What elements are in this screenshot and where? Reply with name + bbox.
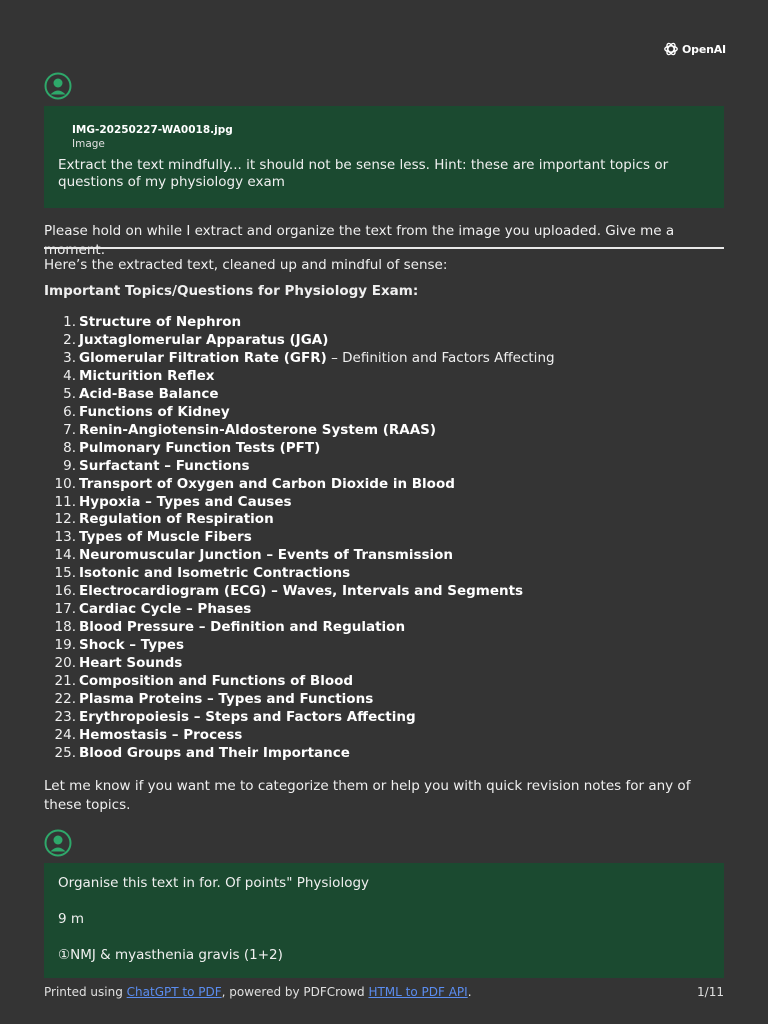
topic-title: Blood Pressure – Definition and Regulation bbox=[79, 619, 406, 636]
divider bbox=[44, 247, 724, 249]
topic-number: 23. bbox=[54, 708, 76, 725]
footer-prefix: Printed using bbox=[44, 985, 127, 999]
topic-item bbox=[44, 332, 724, 350]
topic-title: Types of Muscle Fibers bbox=[79, 529, 252, 546]
assistant-outro-text: Let me know if you want me to categorize them or help you with quick revision notes for any of these topics. bbox=[44, 778, 691, 813]
topic-number: 3. bbox=[63, 349, 76, 366]
topic-title: Electrocardiogram (ECG) – Waves, Intervals and Segments bbox=[79, 583, 524, 600]
topic-item bbox=[44, 386, 724, 404]
openai-logo-icon bbox=[663, 41, 679, 57]
topic-title: Heart Sounds bbox=[79, 655, 183, 672]
assistant-intro-text: Here’s the extracted text, cleaned up and mindful of sense: bbox=[44, 257, 448, 273]
topic-number: 19. bbox=[54, 637, 76, 654]
assistant-hold-text: Please hold on while I extract and organize the text from the image you uploaded. Give me a moment. bbox=[44, 223, 675, 258]
topic-number: 20. bbox=[54, 655, 76, 672]
topic-title: Composition and Functions of Blood bbox=[79, 673, 354, 690]
topic-title: Hemostasis – Process bbox=[79, 726, 243, 743]
user-avatar-icon bbox=[44, 72, 72, 100]
topic-title: Hypoxia – Types and Causes bbox=[79, 493, 292, 510]
topic-title: Juxtaglomerular Apparatus (JGA) bbox=[79, 331, 329, 348]
user-avatar bbox=[44, 72, 72, 100]
topic-number: 13. bbox=[54, 529, 76, 546]
topic-number: 15. bbox=[54, 565, 76, 582]
print-footer bbox=[44, 985, 724, 999]
topic-number: 7. bbox=[63, 421, 76, 438]
topic-item bbox=[44, 547, 724, 565]
topic-item bbox=[44, 745, 724, 763]
topic-number: 9. bbox=[63, 457, 76, 474]
topic-item bbox=[44, 404, 724, 422]
topic-item bbox=[44, 673, 724, 691]
topic-title: Erythropoiesis – Steps and Factors Affecting bbox=[79, 708, 416, 725]
topic-number: 12. bbox=[54, 511, 76, 528]
user-message-line: ①NMJ & myasthenia gravis (1+2) bbox=[58, 947, 283, 963]
attachment[interactable] bbox=[58, 124, 710, 150]
topic-item bbox=[44, 727, 724, 745]
assistant-heading: Important Topics/Questions for Physiology Exam: bbox=[44, 283, 419, 299]
topic-number: 25. bbox=[54, 744, 76, 761]
topic-title: Isotonic and Isometric Contractions bbox=[79, 565, 351, 582]
topic-title: Plasma Proteins – Types and Functions bbox=[79, 691, 374, 708]
topic-title: Transport of Oxygen and Carbon Dioxide in Blood bbox=[79, 475, 455, 492]
topic-number: 16. bbox=[54, 583, 76, 600]
topic-number: 11. bbox=[54, 493, 76, 510]
topic-item bbox=[44, 511, 724, 529]
topic-title: Micturition Reflex bbox=[79, 367, 215, 384]
topic-number: 22. bbox=[54, 691, 76, 708]
topic-title: Regulation of Respiration bbox=[79, 511, 274, 528]
page-number: 1/11 bbox=[697, 985, 724, 999]
topic-number: 21. bbox=[54, 673, 76, 690]
topic-item bbox=[44, 314, 724, 332]
topic-number: 17. bbox=[54, 601, 76, 618]
topic-detail: – Definition and Factors Affecting bbox=[326, 349, 555, 366]
topic-number: 14. bbox=[54, 547, 76, 564]
topic-item bbox=[44, 458, 724, 476]
topic-item bbox=[44, 583, 724, 601]
topic-title: Surfactant – Functions bbox=[79, 457, 250, 474]
footer-suffix: . bbox=[467, 985, 472, 999]
topic-title: Structure of Nephron bbox=[79, 314, 242, 330]
topic-item bbox=[44, 422, 724, 440]
topic-number: 1. bbox=[63, 314, 76, 330]
topic-title: Cardiac Cycle – Phases bbox=[79, 601, 252, 618]
topic-title: Shock – Types bbox=[79, 637, 185, 654]
topic-item bbox=[44, 368, 724, 386]
topic-title: Functions of Kidney bbox=[79, 403, 230, 420]
brand-name: OpenAI bbox=[682, 42, 726, 56]
topic-title: Blood Groups and Their Importance bbox=[79, 744, 350, 761]
topic-item bbox=[44, 565, 724, 583]
topic-item bbox=[44, 440, 724, 458]
topic-item bbox=[44, 691, 724, 709]
user-message-line: Organise this text in for. Of points" Physiology bbox=[58, 875, 370, 891]
topic-number: 2. bbox=[63, 331, 76, 348]
footer-middle: , powered by PDFCrowd bbox=[221, 985, 369, 999]
topic-title: Renin-Angiotensin-Aldosterone System (RAAS) bbox=[79, 421, 437, 438]
topic-item bbox=[44, 655, 724, 673]
topic-number: 4. bbox=[63, 367, 76, 384]
topic-item bbox=[44, 637, 724, 655]
user-message bbox=[44, 106, 724, 208]
chatgpt-to-pdf-link[interactable]: ChatGPT to PDF bbox=[126, 985, 222, 999]
openai-brand bbox=[663, 41, 726, 57]
user-message-text: Extract the text mindfully... it should not be sense less. Hint: these are important topics or questions of my physiology exam bbox=[58, 157, 669, 190]
topic-title: Neuromuscular Junction – Events of Transmission bbox=[79, 547, 454, 564]
topic-number: 10. bbox=[54, 475, 76, 492]
attachment-type: Image bbox=[72, 138, 105, 150]
topic-number: 24. bbox=[54, 726, 76, 743]
topic-item bbox=[44, 494, 724, 512]
topic-item bbox=[44, 619, 724, 637]
topic-item bbox=[44, 601, 724, 619]
topic-number: 18. bbox=[54, 619, 76, 636]
html-to-pdf-api-link[interactable]: HTML to PDF API bbox=[368, 985, 468, 999]
user-avatar-icon bbox=[44, 829, 72, 857]
topic-item bbox=[44, 476, 724, 494]
topic-item bbox=[44, 709, 724, 727]
topic-title: Acid-Base Balance bbox=[79, 385, 219, 402]
topics-list bbox=[44, 314, 724, 763]
topic-title: Pulmonary Function Tests (PFT) bbox=[79, 439, 321, 456]
user-message bbox=[44, 863, 724, 978]
topic-item bbox=[44, 529, 724, 547]
user-avatar bbox=[44, 829, 72, 857]
topic-number: 6. bbox=[63, 403, 76, 420]
user-message-line: 9 m bbox=[58, 911, 85, 927]
topic-number: 8. bbox=[63, 439, 76, 456]
topic-item bbox=[44, 350, 724, 368]
attachment-name: IMG-20250227-WA0018.jpg bbox=[72, 124, 233, 136]
topic-title: Glomerular Filtration Rate (GFR) bbox=[79, 349, 327, 366]
topic-number: 5. bbox=[63, 385, 76, 402]
